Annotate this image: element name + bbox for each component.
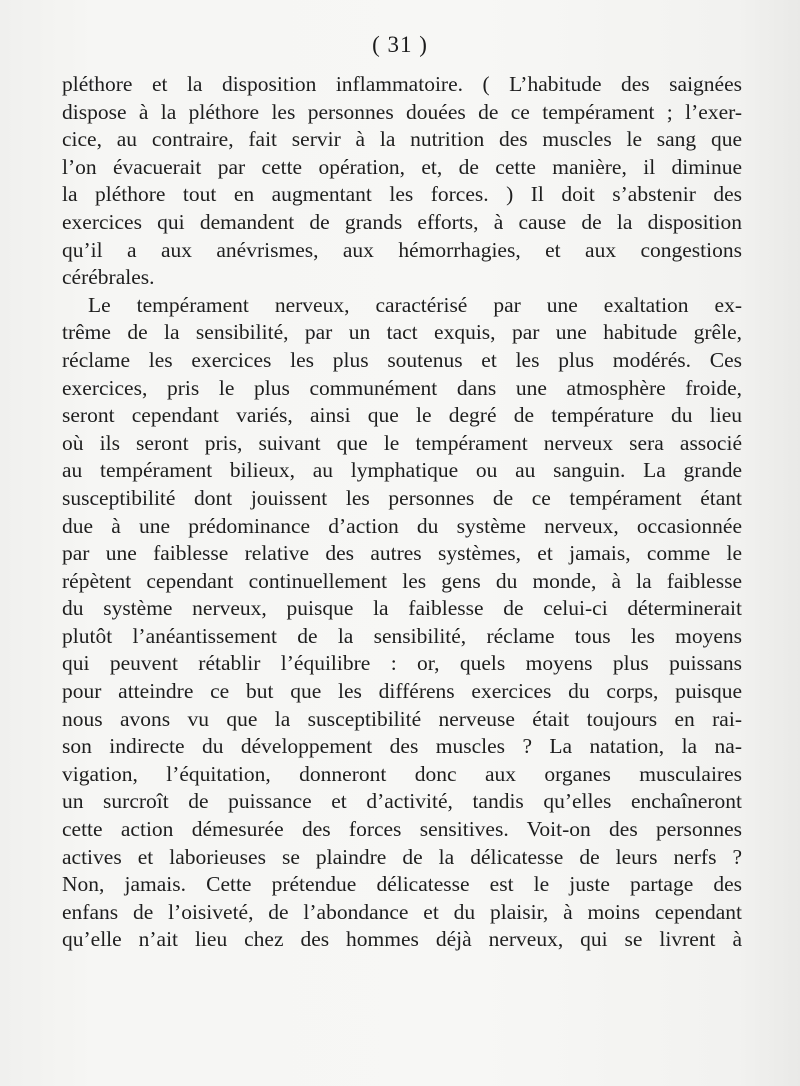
text-line: son indirecte du développement des muscles ? La natation, la na- (62, 734, 742, 759)
text-line: enfans de l’oisiveté, de l’abondance et du plaisir, à moins cependant (62, 899, 742, 924)
paragraph-1 (62, 71, 742, 292)
text-line: exercices qui demandent de grands efforts, à cause de la disposition (62, 209, 742, 234)
text-line: trême de la sensibilité, par un tact exquis, par une habitude grêle, (62, 320, 742, 345)
text-line: cette action démesurée des forces sensitives. Voit-on des personnes (62, 817, 742, 842)
text-line: la pléthore tout en augmentant les forces. ) Il doit s’abstenir des (62, 182, 742, 207)
text-line: qu’il a aux anévrismes, aux hémorrhagies, et aux congestions (62, 237, 742, 262)
text-line: qui peuvent rétablir l’équilibre : or, quels moyens plus puissans (62, 651, 742, 676)
text-line: exercices, pris le plus communément dans une atmosphère froide, (62, 375, 742, 400)
text-line: cice, au contraire, fait servir à la nutrition des muscles le sang que (62, 127, 742, 152)
text-line: plutôt l’anéantissement de la sensibilité, réclame tous les moyens (62, 623, 742, 648)
text-line: l’on évacuerait par cette opération, et, de cette manière, il diminue (62, 154, 742, 179)
text-line: pour atteindre ce but que les différens exercices du corps, puisque (62, 679, 742, 704)
text-line: Le tempérament nerveux, caractérisé par une exaltation ex- (88, 292, 742, 317)
text-line: où ils seront pris, suivant que le tempérament nerveux sera associé (62, 430, 742, 455)
body-text (62, 71, 742, 954)
text-line: par une faiblesse relative des autres systèmes, et jamais, comme le (62, 541, 742, 566)
text-line: au tempérament bilieux, au lymphatique ou au sanguin. La grande (62, 458, 742, 483)
text-line: seront cependant variés, ainsi que le degré de température du lieu (62, 403, 742, 428)
text-line: du système nerveux, puisque la faiblesse de celui-ci déterminerait (62, 596, 742, 621)
text-line: dispose à la pléthore les personnes douées de ce tempérament ; l’exer- (62, 99, 742, 124)
text-line: vigation, l’équitation, donneront donc aux organes musculaires (62, 761, 742, 786)
text-line: actives et laborieuses se plaindre de la délicatesse de leurs nerfs ? (62, 844, 742, 869)
text-line: nous avons vu que la susceptibilité nerveuse était toujours en rai- (62, 706, 742, 731)
page-number: ( 31 ) (372, 32, 428, 57)
text-line: susceptibilité dont jouissent les personnes de ce tempérament étant (62, 485, 742, 510)
text-line: qu’elle n’ait lieu chez des hommes déjà nerveux, qui se livrent à (62, 927, 742, 952)
text-line: Non, jamais. Cette prétendue délicatesse est le juste partage des (62, 872, 742, 897)
paragraph-2 (62, 292, 742, 954)
text-line: réclame les exercices les plus soutenus et les plus modérés. Ces (62, 347, 742, 372)
text-line: cérébrales. (62, 265, 155, 290)
text-line: un surcroît de puissance et d’activité, tandis qu’elles enchaîneront (62, 789, 742, 814)
text-line: pléthore et la disposition inflammatoire. ( L’habitude des saignées (62, 72, 742, 96)
text-line: due à une prédominance d’action du système nerveux, occasionnée (62, 513, 742, 538)
text-line: répètent cependant continuellement les gens du monde, à la faiblesse (62, 568, 742, 593)
